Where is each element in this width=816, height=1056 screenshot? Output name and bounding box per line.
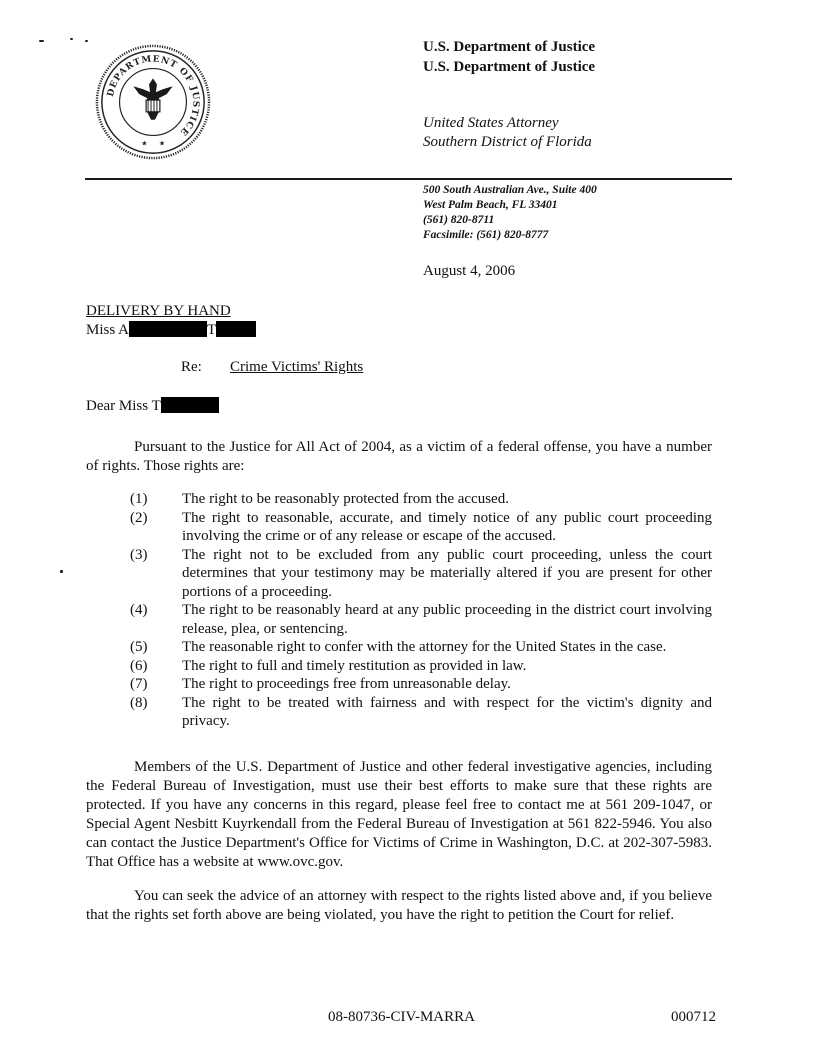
subject-text: Crime Victims' Rights [230, 359, 364, 375]
letter-date: August 4, 2006 [423, 263, 516, 279]
subject-label: Re: [181, 359, 202, 375]
scan-speck [85, 40, 88, 42]
right-text: The right to reasonable, accurate, and timely notice of any public court proceeding involving the crime or of any release or escape of the accused. [182, 509, 712, 544]
right-number: (6) [130, 657, 148, 674]
recipient-salutation: Miss [86, 322, 119, 338]
intro-text: Pursuant to the Justice for All Act of 2004, as a victim of a federal offense, you have a number of rights. Those rights are: [86, 439, 712, 474]
scan-speck [60, 570, 63, 573]
greeting-prefix: Dear Miss [86, 398, 152, 414]
letterhead-divider [85, 178, 732, 180]
redaction-block [216, 321, 256, 337]
seal-star-icon: ★ [141, 140, 148, 148]
department-name-repeat: U.S. Department of Justice [423, 59, 596, 75]
greeting [86, 397, 219, 415]
eagle-emblem [133, 78, 172, 119]
right-number: (8) [130, 694, 148, 711]
right-text: The reasonable right to confer with the attorney for the United States in the case. [182, 639, 667, 655]
redaction-block [129, 321, 207, 337]
right-text: The right to full and timely restitution as provided in law. [182, 657, 527, 674]
office-title: United States Attorney [423, 115, 559, 131]
rights-list [130, 490, 712, 731]
rights-list-item [130, 490, 712, 509]
rights-list-item [130, 694, 712, 731]
address-phone: (561) 820-8711 [423, 214, 495, 226]
right-number: (2) [130, 509, 148, 526]
advice-paragraph [86, 887, 712, 925]
rights-list-item [130, 546, 712, 602]
rights-list-item [130, 657, 712, 676]
department-name: U.S. Department of Justice [423, 39, 596, 55]
right-text: The right to be reasonably heard at any public proceeding in the district court involving release, plea, or sentencing. [182, 602, 712, 637]
scan-speck [70, 38, 73, 40]
rights-list-item [130, 601, 712, 638]
rights-list-item [130, 638, 712, 657]
recipient-last-initial: T [206, 322, 217, 338]
bates-number: 000712 [671, 1009, 716, 1025]
redaction-block [161, 397, 219, 413]
right-number: (1) [130, 491, 148, 507]
intro-paragraph [86, 438, 712, 476]
right-number: (4) [130, 602, 148, 618]
delivery-method: DELIVERY BY HAND [86, 303, 231, 319]
scan-speck [39, 40, 44, 42]
seal-ring-text: DEPARTMENT OF JUSTICE [105, 54, 201, 138]
right-text: The right not to be excluded from any public court proceeding, unless the court determines that your testimony may be materially altered if you are present for other portions of a proceeding. [182, 546, 712, 600]
members-paragraph [86, 758, 712, 872]
right-number: (3) [130, 546, 148, 563]
address-city: West Palm Beach, FL 33401 [423, 199, 558, 211]
right-number: (5) [130, 639, 148, 655]
rights-list-item [130, 509, 712, 546]
right-text: The right to be reasonably protected from the accused. [182, 491, 509, 507]
address-facsimile: Facsimile: (561) 820-8777 [423, 229, 549, 241]
rights-list-item [130, 675, 712, 694]
seal-star-icon: ★ [158, 140, 166, 148]
right-number: (7) [130, 676, 148, 692]
right-text: The right to be treated with fairness and with respect for the victim's dignity and privacy. [182, 694, 712, 729]
recipient-name [86, 321, 256, 339]
department-seal [94, 43, 212, 161]
right-text: The right to proceedings free from unreasonable delay. [182, 676, 511, 692]
advice-text: You can seek the advice of an attorney with respect to the rights listed above and, if you believe that the rights set forth above are being violated, you have the right to petition the Court for relief. [86, 888, 712, 923]
address-street: 500 South Australian Ave., Suite 400 [423, 184, 597, 196]
office-district: Southern District of Florida [423, 134, 592, 150]
members-text: Members of the U.S. Department of Justice and other federal investigative agencies, including the Federal Bureau of Investigation, must use their best efforts to make sure that these rights are protected. If you have any concerns in this regard, please feel free to contact me at 561 209-1047, or Special Agent Nesbitt Kuyrkendall from the Federal Bureau of Investigation at 561 822-5946. You also can contact the Justice Department's Office for Victims of Crime in Washington, D.C. at 202-307-5983. That Office has a website at www.ovc.gov. [86, 759, 712, 870]
greeting-last-initial: T [151, 398, 161, 414]
case-number: 08-80736-CIV-MARRA [328, 1009, 475, 1025]
recipient-first-initial: A [118, 322, 129, 338]
